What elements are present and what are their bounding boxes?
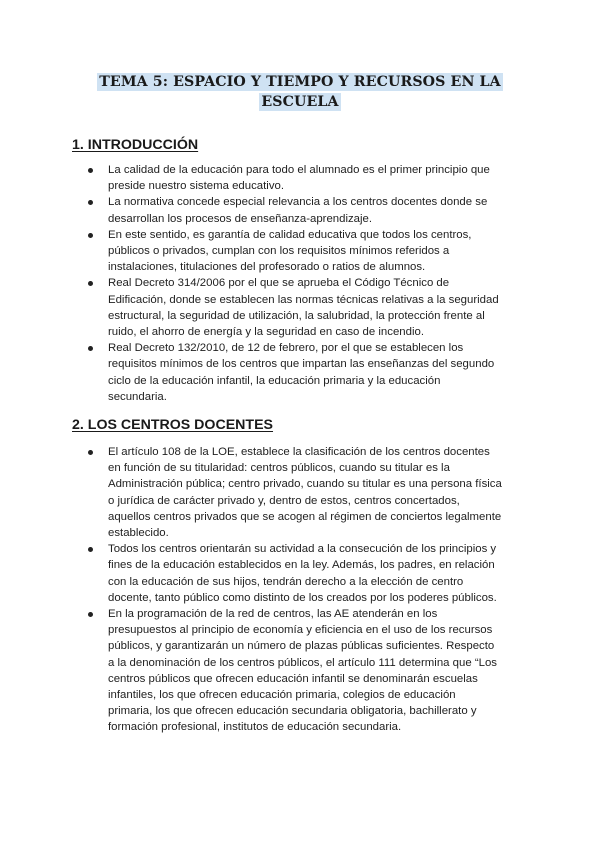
list-item bbox=[0, 444, 600, 541]
bullet-list-centros-docentes bbox=[0, 444, 600, 736]
text-line: El artículo 108 de la LOE, establece la clasificación de los centros docentes bbox=[108, 446, 490, 458]
text-line: Todos los centros orientarán su actividad a la consecución de los principios y bbox=[108, 543, 497, 556]
text-line: En este sentido, es garantía de calidad educativa que todos los centros, bbox=[108, 228, 472, 241]
text-line: desarrollan los procesos de enseñanza-aprendizaje. bbox=[108, 212, 373, 225]
text-line: docente, tanto público como distinto de los creados por los poderes públicos. bbox=[108, 591, 497, 604]
text-line: estructural, la seguridad de utilización, la salubridad, la protección frente al bbox=[108, 309, 485, 322]
text-line: Real Decreto 132/2010, de 12 de febrero, por el que se establecen los bbox=[108, 342, 464, 355]
text-line: ciclo de la educación infantil, la educación primaria y la educación bbox=[108, 374, 441, 387]
section-heading-introduccion: 1. INTRODUCCIÓN bbox=[72, 137, 199, 153]
text-line: públicos o privados, cumplan con los requisitos mínimos referidos a bbox=[108, 245, 450, 258]
bullet-icon bbox=[88, 450, 93, 455]
bullet-icon bbox=[88, 200, 93, 205]
list-item bbox=[0, 541, 600, 606]
text-line: presupuestos al principio de economía y eficiencia en el uso de los recursos bbox=[108, 624, 493, 637]
text-line: Administración pública; centro privado, cuando su titular es una persona física bbox=[108, 478, 502, 491]
text-line: públicos, y garantizarán un número de plazas públicas suficientes. Respecto bbox=[108, 640, 495, 653]
text-line: Real Decreto 314/2006 por el que se aprueba el Código Técnico de bbox=[108, 277, 450, 290]
text-line: requisitos mínimos de los centros que impartan las enseñanzas del segundo bbox=[108, 358, 495, 371]
bullet-list-introduccion bbox=[0, 162, 600, 405]
bullet-icon bbox=[88, 281, 93, 286]
document-title bbox=[60, 72, 540, 112]
text-line: primaria, los que ofrecen educación secundaria obligatoria, bachillerato y bbox=[108, 705, 477, 718]
text-line: a la denominación de los centros públicos, el artículo 111 determina que “Los bbox=[108, 656, 497, 669]
title-line-1: TEMA 5: ESPACIO Y TIEMPO Y RECURSOS EN LA bbox=[99, 74, 501, 90]
list-item bbox=[0, 275, 600, 340]
text-line: en función de su titularidad: centros públicos, cuando su titular es la bbox=[108, 462, 450, 475]
text-line: o jurídica de carácter privado y, dentro de estos, centros concertados, bbox=[108, 494, 460, 507]
bullet-icon bbox=[88, 168, 93, 173]
text-line: La calidad de la educación para todo el alumnado es el primer principio que bbox=[108, 164, 490, 176]
list-item bbox=[0, 227, 600, 276]
bullet-icon bbox=[88, 346, 93, 351]
bullet-icon bbox=[88, 233, 93, 238]
text-line: La normativa concede especial relevancia a los centros docentes donde se bbox=[108, 196, 488, 209]
text-line: aquellos centros privados que se acogen al régimen de conciertos legalmente bbox=[108, 510, 502, 523]
text-line: secundaria. bbox=[108, 390, 167, 403]
list-item bbox=[0, 162, 600, 194]
text-line: fines de la educación establecidos en la ley. Además, los padres, en relación bbox=[108, 559, 495, 572]
text-line: infantiles, los que ofrecen educación primaria, colegios de educación bbox=[108, 689, 456, 702]
list-item bbox=[0, 340, 600, 405]
text-line: con la educación de sus hijos, tendrán derecho a la elección de centro bbox=[108, 575, 464, 588]
text-line: centros públicos que ofrecen educación infantil se denominarán escuelas bbox=[108, 672, 478, 685]
text-line: ruido, el ahorro de energía y la seguridad en caso de incendio. bbox=[108, 326, 424, 339]
list-item bbox=[0, 606, 600, 736]
bullet-icon bbox=[88, 612, 93, 617]
text-line: instalaciones, titulaciones del profesorado o ratios de alumnos. bbox=[108, 261, 426, 274]
text-line: establecido. bbox=[108, 527, 169, 540]
text-line: formación profesional, institutos de educación secundaria. bbox=[108, 721, 402, 734]
title-line-2: ESCUELA bbox=[261, 94, 339, 110]
text-line: preside nuestro sistema educativo. bbox=[108, 180, 285, 193]
text-line: En la programación de la red de centros, las AE atenderán en los bbox=[108, 608, 438, 621]
text-line: Edificación, donde se establecen las normas técnicas relativas a la seguridad bbox=[108, 293, 499, 306]
list-item bbox=[0, 194, 600, 226]
bullet-icon bbox=[88, 547, 93, 552]
section-heading-centros-docentes: 2. LOS CENTROS DOCENTES bbox=[72, 417, 274, 433]
